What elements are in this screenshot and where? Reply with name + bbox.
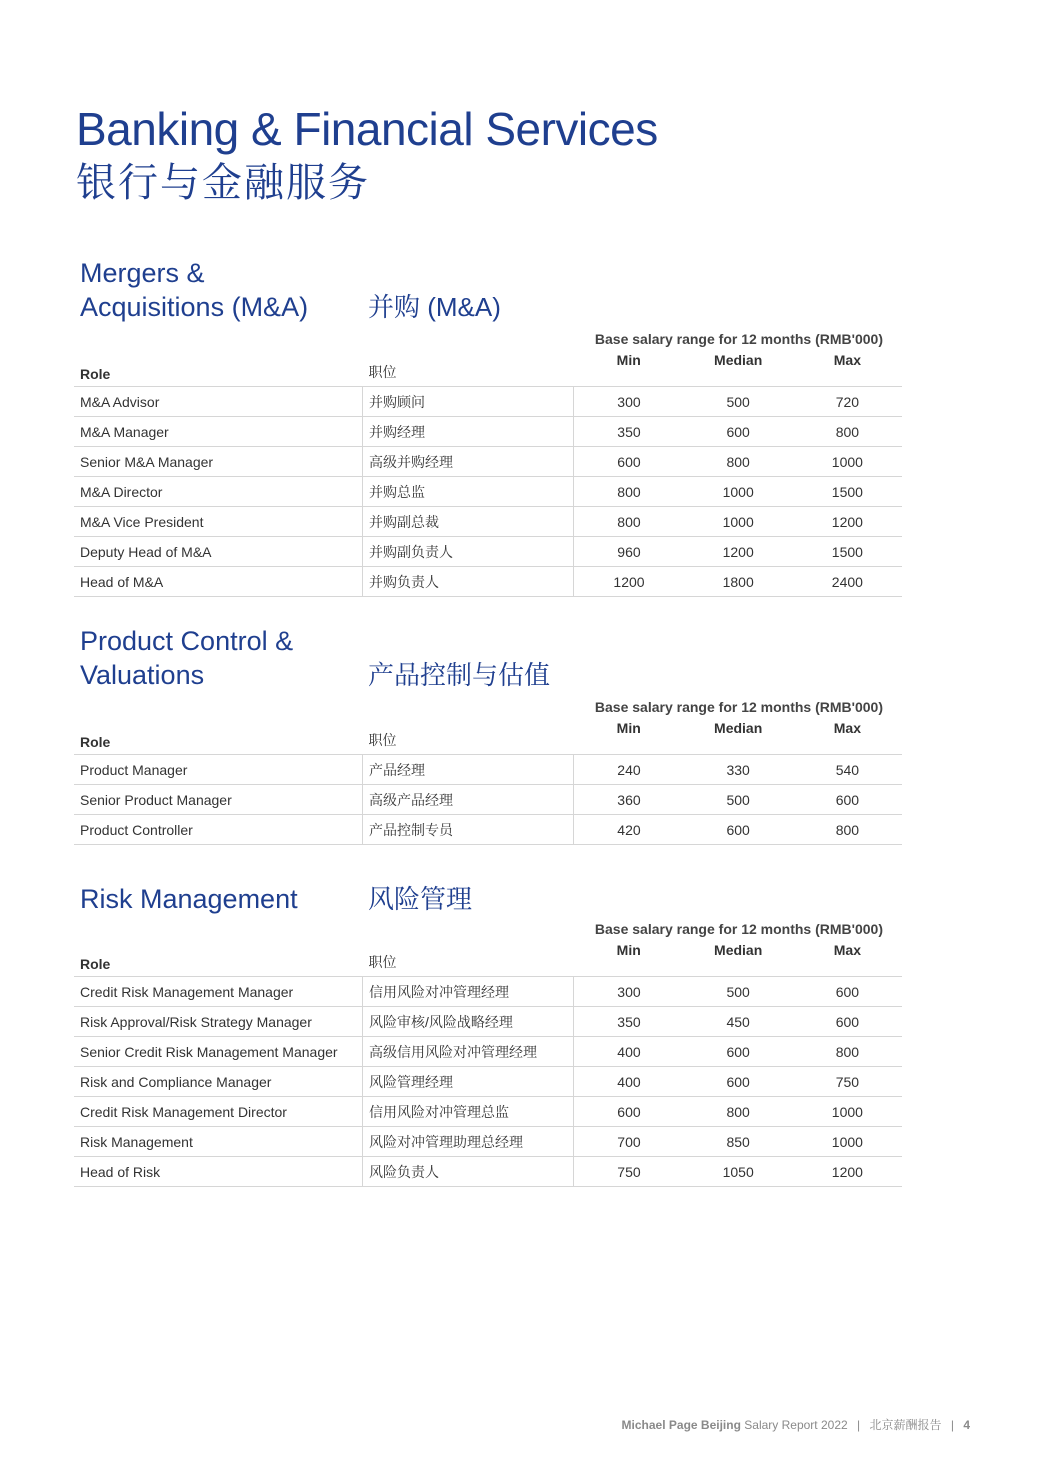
min-cell: 420 bbox=[574, 815, 684, 845]
median-cell: 850 bbox=[684, 1127, 793, 1157]
salary-table bbox=[74, 940, 902, 1187]
column-header-role: Role bbox=[74, 940, 363, 977]
table-row bbox=[74, 815, 902, 845]
table-row bbox=[74, 785, 902, 815]
max-cell: 1000 bbox=[793, 1127, 902, 1157]
min-cell: 700 bbox=[574, 1127, 684, 1157]
role-chinese-cell: 风险对冲管理助理总经理 bbox=[363, 1127, 574, 1157]
section-title-line-1: Product Control & bbox=[80, 626, 294, 656]
column-header-max: Max bbox=[793, 940, 902, 977]
min-cell: 1200 bbox=[574, 567, 684, 597]
table-row bbox=[74, 447, 902, 477]
role-cell: Credit Risk Management Manager bbox=[74, 977, 363, 1007]
role-cell: M&A Advisor bbox=[74, 387, 363, 417]
column-header-role-chinese: 职位 bbox=[363, 940, 574, 977]
section-title-chinese: 并购 (M&A) bbox=[368, 292, 501, 322]
role-chinese-cell: 并购顾问 bbox=[363, 387, 574, 417]
table-row bbox=[74, 1157, 902, 1187]
section-product-control-valuations bbox=[74, 624, 902, 838]
table-row bbox=[74, 1007, 902, 1037]
section-title-line-2: Valuations bbox=[80, 660, 205, 690]
median-cell: 450 bbox=[684, 1007, 793, 1037]
role-chinese-cell: 并购副总裁 bbox=[363, 507, 574, 537]
footer-report-title: Salary Report 2022 bbox=[744, 1418, 848, 1432]
role-cell: Risk Management bbox=[74, 1127, 363, 1157]
median-cell: 1200 bbox=[684, 537, 793, 567]
min-cell: 360 bbox=[574, 785, 684, 815]
max-cell: 1500 bbox=[793, 477, 902, 507]
column-header-min: Min bbox=[574, 718, 684, 755]
median-cell: 600 bbox=[684, 1067, 793, 1097]
min-cell: 800 bbox=[574, 507, 684, 537]
column-header-median: Median bbox=[684, 718, 793, 755]
max-cell: 1200 bbox=[793, 507, 902, 537]
table-row bbox=[74, 507, 902, 537]
table-row bbox=[74, 1097, 902, 1127]
section-header bbox=[74, 882, 902, 916]
max-cell: 750 bbox=[793, 1067, 902, 1097]
table-row bbox=[74, 567, 902, 597]
salary-table bbox=[74, 718, 902, 845]
median-cell: 1000 bbox=[684, 507, 793, 537]
section-mergers-acquisitions bbox=[74, 256, 902, 590]
salary-range-caption: Base salary range for 12 months (RMB'000) bbox=[594, 699, 883, 715]
role-chinese-cell: 信用风险对冲管理总监 bbox=[363, 1097, 574, 1127]
max-cell: 600 bbox=[793, 785, 902, 815]
max-cell: 1500 bbox=[793, 537, 902, 567]
max-cell: 540 bbox=[793, 755, 902, 785]
role-cell: Risk Approval/Risk Strategy Manager bbox=[74, 1007, 363, 1037]
role-chinese-cell: 风险管理经理 bbox=[363, 1067, 574, 1097]
footer-separator: | bbox=[950, 1418, 954, 1432]
salary-range-caption: Base salary range for 12 months (RMB'000) bbox=[594, 921, 883, 937]
role-chinese-cell: 并购总监 bbox=[363, 477, 574, 507]
max-cell: 800 bbox=[793, 1037, 902, 1067]
role-cell: Product Manager bbox=[74, 755, 363, 785]
table-row bbox=[74, 477, 902, 507]
table-row bbox=[74, 1067, 902, 1097]
median-cell: 600 bbox=[684, 1037, 793, 1067]
table-header-row bbox=[74, 350, 902, 387]
role-cell: M&A Manager bbox=[74, 417, 363, 447]
median-cell: 1000 bbox=[684, 477, 793, 507]
min-cell: 600 bbox=[574, 1097, 684, 1127]
page-title-chinese: 银行与金融服务 bbox=[76, 161, 370, 205]
median-cell: 600 bbox=[684, 815, 793, 845]
salary-table bbox=[74, 350, 902, 597]
table-row bbox=[74, 977, 902, 1007]
max-cell: 1000 bbox=[793, 1097, 902, 1127]
table-row bbox=[74, 387, 902, 417]
section-title-chinese: 风险管理 bbox=[368, 884, 473, 914]
min-cell: 600 bbox=[574, 447, 684, 477]
column-header-min: Min bbox=[574, 350, 684, 387]
max-cell: 800 bbox=[793, 417, 902, 447]
role-chinese-cell: 信用风险对冲管理经理 bbox=[363, 977, 574, 1007]
role-cell: Senior Product Manager bbox=[74, 785, 363, 815]
section-title bbox=[80, 882, 298, 916]
max-cell: 720 bbox=[793, 387, 902, 417]
page-number: 4 bbox=[963, 1418, 970, 1432]
footer-separator: | bbox=[857, 1418, 861, 1432]
role-chinese-cell: 风险审核/风险战略经理 bbox=[363, 1007, 574, 1037]
role-chinese-cell: 并购负责人 bbox=[363, 567, 574, 597]
median-cell: 330 bbox=[684, 755, 793, 785]
max-cell: 1200 bbox=[793, 1157, 902, 1187]
role-cell: Product Controller bbox=[74, 815, 363, 845]
role-chinese-cell: 高级并购经理 bbox=[363, 447, 574, 477]
footer-report-title-chinese: 北京薪酬报告 bbox=[869, 1418, 942, 1432]
role-chinese-cell: 并购经理 bbox=[363, 417, 574, 447]
median-cell: 600 bbox=[684, 417, 793, 447]
role-cell: Senior Credit Risk Management Manager bbox=[74, 1037, 363, 1067]
column-header-median: Median bbox=[684, 350, 793, 387]
min-cell: 400 bbox=[574, 1067, 684, 1097]
min-cell: 240 bbox=[574, 755, 684, 785]
max-cell: 1000 bbox=[793, 447, 902, 477]
max-cell: 600 bbox=[793, 1007, 902, 1037]
section-title-chinese: 产品控制与估值 bbox=[368, 660, 551, 690]
column-header-role: Role bbox=[74, 718, 363, 755]
column-header-median: Median bbox=[684, 940, 793, 977]
role-chinese-cell: 并购副负责人 bbox=[363, 537, 574, 567]
page-footer bbox=[622, 1416, 970, 1433]
min-cell: 300 bbox=[574, 977, 684, 1007]
section-title bbox=[80, 624, 293, 692]
role-cell: Head of M&A bbox=[74, 567, 363, 597]
min-cell: 350 bbox=[574, 1007, 684, 1037]
role-cell: M&A Vice President bbox=[74, 507, 363, 537]
table-row bbox=[74, 417, 902, 447]
table-row bbox=[74, 537, 902, 567]
median-cell: 500 bbox=[684, 977, 793, 1007]
role-chinese-cell: 高级产品经理 bbox=[363, 785, 574, 815]
column-header-role: Role bbox=[74, 350, 363, 387]
page-title: Banking & Financial Services bbox=[76, 103, 658, 155]
min-cell: 750 bbox=[574, 1157, 684, 1187]
role-cell: Head of Risk bbox=[74, 1157, 363, 1187]
median-cell: 500 bbox=[684, 387, 793, 417]
role-chinese-cell: 产品控制专员 bbox=[363, 815, 574, 845]
role-cell: Credit Risk Management Director bbox=[74, 1097, 363, 1127]
section-header bbox=[74, 256, 902, 324]
table-header-row bbox=[74, 718, 902, 755]
role-cell: Deputy Head of M&A bbox=[74, 537, 363, 567]
salary-range-caption: Base salary range for 12 months (RMB'000) bbox=[594, 331, 883, 347]
section-header bbox=[74, 624, 902, 692]
role-cell: Senior M&A Manager bbox=[74, 447, 363, 477]
max-cell: 2400 bbox=[793, 567, 902, 597]
min-cell: 800 bbox=[574, 477, 684, 507]
max-cell: 600 bbox=[793, 977, 902, 1007]
table-row bbox=[74, 755, 902, 785]
table-row bbox=[74, 1127, 902, 1157]
max-cell: 800 bbox=[793, 815, 902, 845]
role-chinese-cell: 风险负责人 bbox=[363, 1157, 574, 1187]
median-cell: 1050 bbox=[684, 1157, 793, 1187]
role-cell: M&A Director bbox=[74, 477, 363, 507]
median-cell: 1800 bbox=[684, 567, 793, 597]
median-cell: 500 bbox=[684, 785, 793, 815]
median-cell: 800 bbox=[684, 1097, 793, 1127]
column-header-role-chinese: 职位 bbox=[363, 350, 574, 387]
column-header-min: Min bbox=[574, 940, 684, 977]
table-row bbox=[74, 1037, 902, 1067]
column-header-max: Max bbox=[793, 718, 902, 755]
min-cell: 400 bbox=[574, 1037, 684, 1067]
section-title-line-1: Risk Management bbox=[80, 884, 298, 914]
median-cell: 800 bbox=[684, 447, 793, 477]
min-cell: 350 bbox=[574, 417, 684, 447]
section-risk-management bbox=[74, 882, 902, 1180]
min-cell: 300 bbox=[574, 387, 684, 417]
section-title bbox=[80, 256, 308, 324]
table-header-row bbox=[74, 940, 902, 977]
role-cell: Risk and Compliance Manager bbox=[74, 1067, 363, 1097]
footer-brand: Michael Page Beijing bbox=[621, 1418, 741, 1432]
role-chinese-cell: 产品经理 bbox=[363, 755, 574, 785]
role-chinese-cell: 高级信用风险对冲管理经理 bbox=[363, 1037, 574, 1067]
min-cell: 960 bbox=[574, 537, 684, 567]
column-header-max: Max bbox=[793, 350, 902, 387]
column-header-role-chinese: 职位 bbox=[363, 718, 574, 755]
section-title-line-1: Mergers & bbox=[80, 258, 205, 288]
section-title-line-2: Acquisitions (M&A) bbox=[80, 292, 309, 322]
